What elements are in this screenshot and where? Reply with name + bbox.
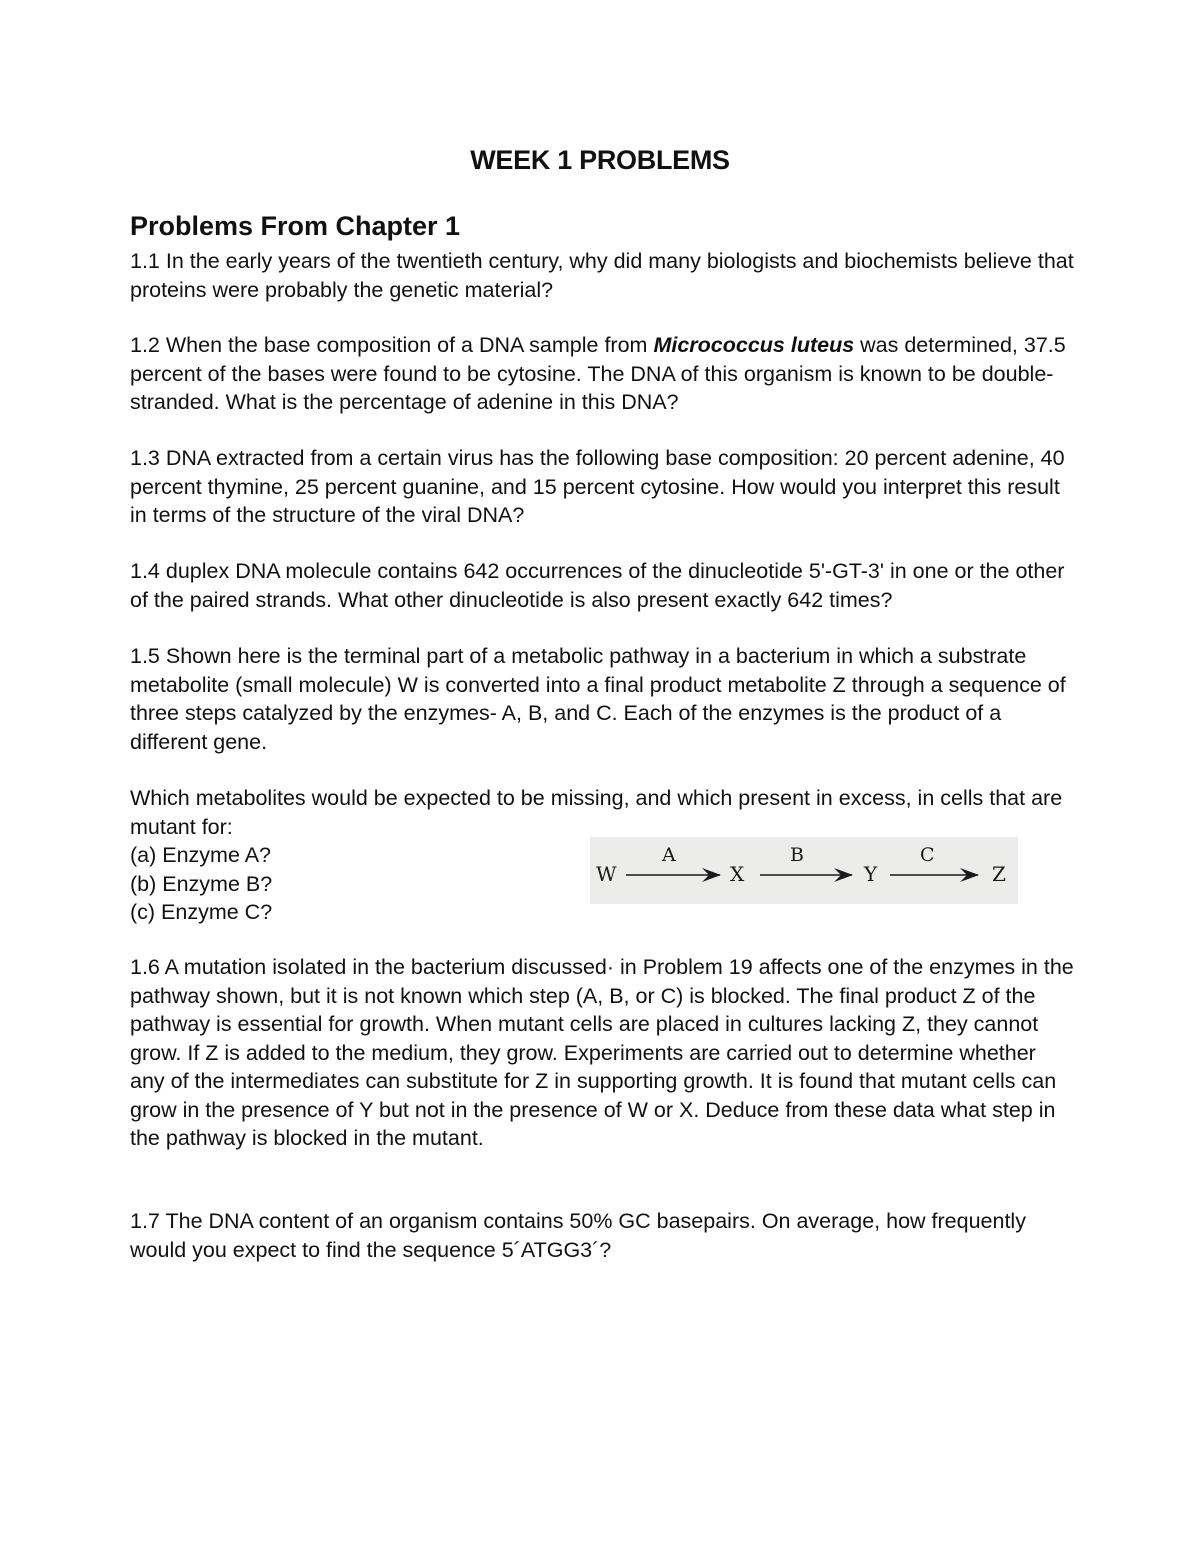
option-b: (b) Enzyme B? xyxy=(130,871,273,896)
problem-1-6 xyxy=(130,953,1075,1153)
problem-1-2 xyxy=(130,331,1075,417)
option-a: (a) Enzyme A? xyxy=(130,843,271,867)
enzyme-a-label: A xyxy=(662,844,676,866)
problem-1-5 xyxy=(130,642,1075,756)
problem-1-1 xyxy=(130,247,1075,304)
problem-1-5-question-text: Which metabolites would be expected to be missing, and which present in excess, in cells that are mutant for: xyxy=(130,786,1063,839)
enzyme-b-label: B xyxy=(790,844,804,866)
problem-1-2-text-after: was determined, 37.5 percent of the bases were found to be cytosine. The DNA of this organism is known to be double-stranded. What is the percentage of adenine in this DNA? xyxy=(130,333,1066,414)
problem-1-5-text: 1.5 Shown here is the terminal part of a metabolic pathway in a bacterium in which a substrate metabolite (small molecule) W is converted into a final product metabolite Z through a sequence of three steps catalyzed by the enzymes- A, B, and C. Each of the enzymes is the product of a different gene. xyxy=(130,644,1066,754)
metabolite-y: Y xyxy=(864,862,878,886)
pathway-svg xyxy=(590,837,1018,904)
problem-1-4-text: 1.4 duplex DNA molecule contains 642 occurrences of the dinucleotide 5'-GT-3' in one or the other of the paired strands. What other dinucleotide is also present exactly 642 times? xyxy=(130,559,1065,612)
metabolite-z: Z xyxy=(992,862,1006,886)
organism-name: Micrococcus luteus xyxy=(653,333,855,357)
enzyme-c-label: C xyxy=(920,844,935,866)
metabolite-w: W xyxy=(596,862,617,886)
page-title: WEEK 1 PROBLEMS xyxy=(470,145,730,175)
metabolite-x: X xyxy=(730,862,745,886)
problem-1-4 xyxy=(130,557,1075,614)
option-c: (c) Enzyme C? xyxy=(130,900,273,924)
problem-1-7 xyxy=(130,1207,1075,1264)
problem-1-3 xyxy=(130,444,1075,530)
problem-1-6-text: 1.6 A mutation isolated in the bacterium discussed· in Problem 19 affects one of the enzymes in the pathway shown, but it is not known which step (A, B, or C) is blocked. The final product Z of the pathway is essential for growth. When mutant cells are placed in cultures lacking Z, they cannot grow. If Z is added to the medium, they grow. Experiments are carried out to determine whether any of the intermediates can substitute for Z in supporting growth. It is found that mutant cells can grow in the presence of Y but not in the presence of W or X. Deduce from these data what step in the pathway is blocked in the mutant. xyxy=(130,955,1074,1150)
pathway-diagram xyxy=(590,837,1018,904)
problem-1-2-text-before: 1.2 When the base composition of a DNA sample from xyxy=(130,333,654,357)
problem-1-7-text: 1.7 The DNA content of an organism contains 50% GC basepairs. On average, how frequently would you expect to find the sequence 5´ATGG3´? xyxy=(130,1209,1026,1262)
problem-1-2-text xyxy=(130,331,1075,417)
problem-1-1-text: 1.1 In the early years of the twentieth century, why did many biologists and biochemists believe that proteins were probably the genetic material? xyxy=(130,249,1074,302)
chapter-heading: Problems From Chapter 1 xyxy=(130,211,461,241)
problem-1-3-text: 1.3 DNA extracted from a certain virus has the following base composition: 20 percent adenine, 40 percent thymine, 25 percent guanine, and 15 percent cytosine. How would you interpret this result in terms of the structure of the viral DNA? xyxy=(130,446,1065,527)
